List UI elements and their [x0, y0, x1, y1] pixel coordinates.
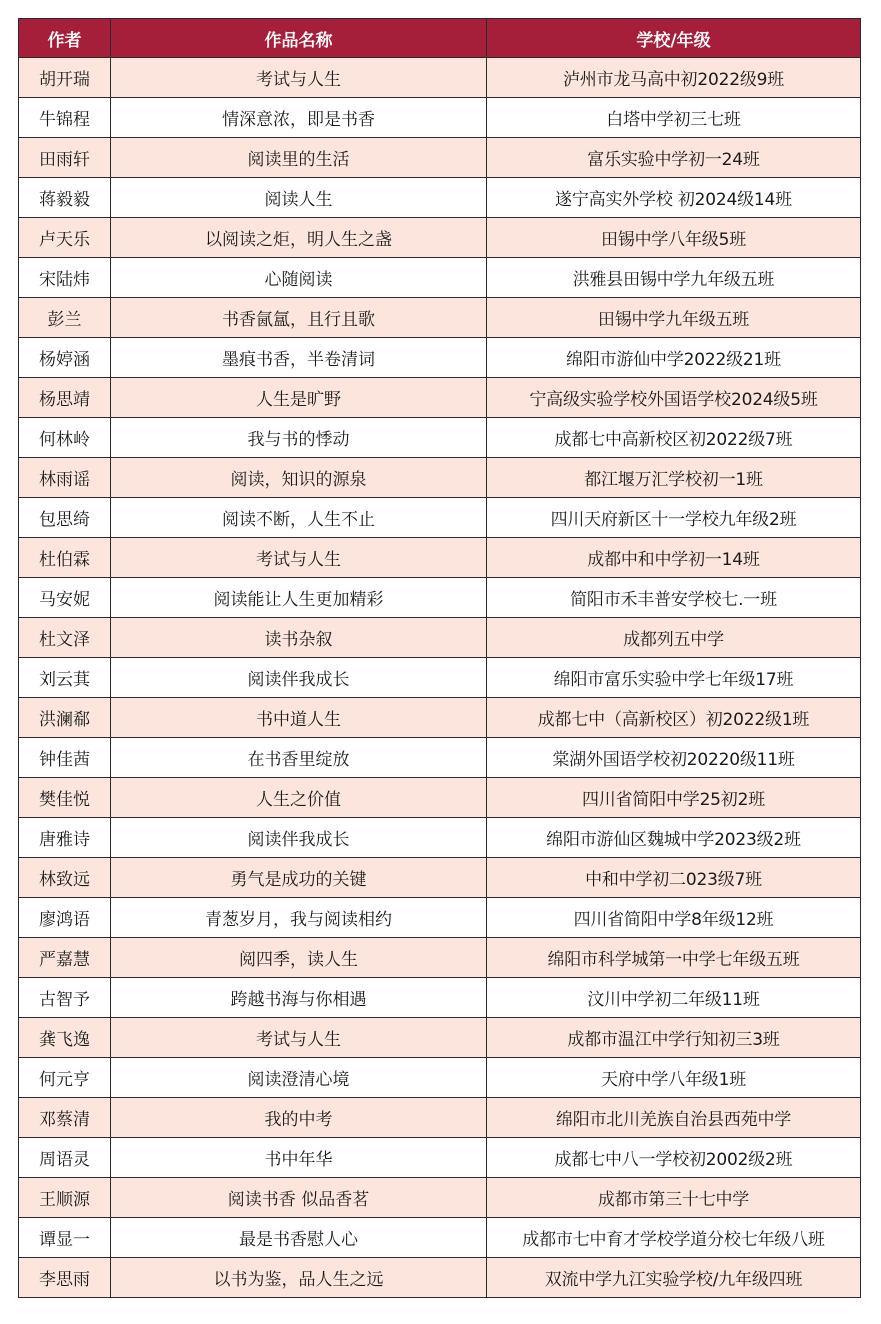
cell-author: 牛锦程: [19, 98, 111, 138]
cell-author: 杨思靖: [19, 378, 111, 418]
cell-school-grade: 绵阳市北川羌族自治县西苑中学: [487, 1098, 861, 1138]
cell-work-title: 人生之价值: [111, 778, 487, 818]
cell-school-grade: 田锡中学九年级五班: [487, 298, 861, 338]
cell-school-grade: 成都七中高新校区初2022级7班: [487, 418, 861, 458]
cell-work-title: 心随阅读: [111, 258, 487, 298]
cell-author: 宋陆炜: [19, 258, 111, 298]
table-row: [19, 738, 861, 778]
cell-school-grade: 绵阳市富乐实验中学七年级17班: [487, 658, 861, 698]
table-body: [19, 58, 861, 1298]
cell-school-grade: 成都七中八一学校初2002级2班: [487, 1138, 861, 1178]
table-row: [19, 538, 861, 578]
cell-author: 唐雅诗: [19, 818, 111, 858]
cell-school-grade: 宁高级实验学校外国语学校2024级5班: [487, 378, 861, 418]
cell-school-grade: 成都七中（高新校区）初2022级1班: [487, 698, 861, 738]
award-table: [18, 18, 861, 1298]
table-row: [19, 338, 861, 378]
cell-author: 杨婷涵: [19, 338, 111, 378]
cell-school-grade: 泸州市龙马高中初2022级9班: [487, 58, 861, 98]
cell-author: 彭兰: [19, 298, 111, 338]
table-row: [19, 978, 861, 1018]
cell-work-title: 以阅读之炬，明人生之盏: [111, 218, 487, 258]
cell-author: 严嘉慧: [19, 938, 111, 978]
cell-work-title: 阅读能让人生更加精彩: [111, 578, 487, 618]
cell-school-grade: 富乐实验中学初一24班: [487, 138, 861, 178]
cell-work-title: 考试与人生: [111, 58, 487, 98]
table-row: [19, 658, 861, 698]
header-author: 作者: [19, 19, 111, 58]
table-row: [19, 898, 861, 938]
cell-work-title: 跨越书海与你相遇: [111, 978, 487, 1018]
cell-author: 古智予: [19, 978, 111, 1018]
cell-work-title: 阅读书香 似品香茗: [111, 1178, 487, 1218]
table-row: [19, 298, 861, 338]
cell-work-title: 书中年华: [111, 1138, 487, 1178]
cell-work-title: 我与书的悸动: [111, 418, 487, 458]
cell-school-grade: 绵阳市科学城第一中学七年级五班: [487, 938, 861, 978]
table-row: [19, 938, 861, 978]
cell-work-title: 阅读里的生活: [111, 138, 487, 178]
cell-work-title: 阅读伴我成长: [111, 658, 487, 698]
cell-school-grade: 棠湖外国语学校初20220级11班: [487, 738, 861, 778]
cell-school-grade: 都江堰万汇学校初一1班: [487, 458, 861, 498]
cell-school-grade: 中和中学初二023级7班: [487, 858, 861, 898]
cell-work-title: 以书为鉴，品人生之远: [111, 1258, 487, 1298]
cell-author: 谭显一: [19, 1218, 111, 1258]
cell-work-title: 阅读，知识的源泉: [111, 458, 487, 498]
cell-school-grade: 遂宁高实外学校 初2024级14班: [487, 178, 861, 218]
cell-author: 何林岭: [19, 418, 111, 458]
cell-work-title: 勇气是成功的关键: [111, 858, 487, 898]
table-row: [19, 1058, 861, 1098]
table-row: [19, 858, 861, 898]
table-row: [19, 1018, 861, 1058]
cell-author: 廖鸿语: [19, 898, 111, 938]
cell-school-grade: 双流中学九江实验学校/九年级四班: [487, 1258, 861, 1298]
cell-work-title: 考试与人生: [111, 538, 487, 578]
cell-author: 林雨谣: [19, 458, 111, 498]
cell-school-grade: 成都市七中育才学校学道分校七年级八班: [487, 1218, 861, 1258]
cell-work-title: 在书香里绽放: [111, 738, 487, 778]
cell-work-title: 阅读伴我成长: [111, 818, 487, 858]
cell-work-title: 我的中考: [111, 1098, 487, 1138]
cell-school-grade: 绵阳市游仙区魏城中学2023级2班: [487, 818, 861, 858]
cell-work-title: 书中道人生: [111, 698, 487, 738]
table-row: [19, 98, 861, 138]
table-row: [19, 1138, 861, 1178]
cell-author: 周语灵: [19, 1138, 111, 1178]
table-row: [19, 698, 861, 738]
cell-school-grade: 白塔中学初三七班: [487, 98, 861, 138]
cell-author: 杜文泽: [19, 618, 111, 658]
cell-school-grade: 成都中和中学初一14班: [487, 538, 861, 578]
cell-author: 邓蔡清: [19, 1098, 111, 1138]
cell-author: 王顺源: [19, 1178, 111, 1218]
table-row: [19, 578, 861, 618]
cell-school-grade: 洪雅县田锡中学九年级五班: [487, 258, 861, 298]
cell-author: 钟佳茜: [19, 738, 111, 778]
cell-author: 田雨轩: [19, 138, 111, 178]
cell-work-title: 阅读澄清心境: [111, 1058, 487, 1098]
cell-author: 李思雨: [19, 1258, 111, 1298]
cell-author: 林致远: [19, 858, 111, 898]
cell-school-grade: 成都列五中学: [487, 618, 861, 658]
cell-author: 樊佳悦: [19, 778, 111, 818]
cell-author: 胡开瑞: [19, 58, 111, 98]
cell-work-title: 阅四季，读人生: [111, 938, 487, 978]
cell-work-title: 最是书香慰人心: [111, 1218, 487, 1258]
cell-author: 包思绮: [19, 498, 111, 538]
table-row: [19, 258, 861, 298]
table-row: [19, 58, 861, 98]
table-row: [19, 498, 861, 538]
header-school-grade: 学校/年级: [487, 19, 861, 58]
cell-school-grade: 四川天府新区十一学校九年级2班: [487, 498, 861, 538]
table-row: [19, 818, 861, 858]
cell-school-grade: 汶川中学初二年级11班: [487, 978, 861, 1018]
cell-school-grade: 成都市温江中学行知初三3班: [487, 1018, 861, 1058]
cell-work-title: 考试与人生: [111, 1018, 487, 1058]
cell-author: 卢天乐: [19, 218, 111, 258]
cell-work-title: 阅读不断，人生不止: [111, 498, 487, 538]
cell-work-title: 读书杂叙: [111, 618, 487, 658]
cell-author: 龚飞逸: [19, 1018, 111, 1058]
table-row: [19, 418, 861, 458]
cell-school-grade: 绵阳市游仙中学2022级21班: [487, 338, 861, 378]
header-work-title: 作品名称: [111, 19, 487, 58]
table-row: [19, 138, 861, 178]
table-row: [19, 778, 861, 818]
cell-author: 刘云萁: [19, 658, 111, 698]
header-row: [19, 19, 861, 58]
cell-author: 蒋毅毅: [19, 178, 111, 218]
cell-school-grade: 简阳市禾丰普安学校七.一班: [487, 578, 861, 618]
table-row: [19, 458, 861, 498]
cell-school-grade: 成都市第三十七中学: [487, 1178, 861, 1218]
cell-school-grade: 四川省简阳中学8年级12班: [487, 898, 861, 938]
table-row: [19, 1098, 861, 1138]
cell-school-grade: 田锡中学八年级5班: [487, 218, 861, 258]
cell-work-title: 青葱岁月，我与阅读相约: [111, 898, 487, 938]
table-row: [19, 218, 861, 258]
table-row: [19, 1178, 861, 1218]
cell-work-title: 书香氤氲，且行且歌: [111, 298, 487, 338]
cell-work-title: 人生是旷野: [111, 378, 487, 418]
cell-work-title: 阅读人生: [111, 178, 487, 218]
cell-work-title: 墨痕书香，半卷清词: [111, 338, 487, 378]
table-row: [19, 378, 861, 418]
table-row: [19, 178, 861, 218]
table-row: [19, 1218, 861, 1258]
table-row: [19, 618, 861, 658]
cell-author: 洪澜郗: [19, 698, 111, 738]
table-header: [19, 19, 861, 58]
cell-author: 杜伯霖: [19, 538, 111, 578]
cell-author: 马安妮: [19, 578, 111, 618]
cell-school-grade: 四川省简阳中学25初2班: [487, 778, 861, 818]
cell-author: 何元亨: [19, 1058, 111, 1098]
cell-school-grade: 天府中学八年级1班: [487, 1058, 861, 1098]
table-row: [19, 1258, 861, 1298]
cell-work-title: 情深意浓，即是书香: [111, 98, 487, 138]
